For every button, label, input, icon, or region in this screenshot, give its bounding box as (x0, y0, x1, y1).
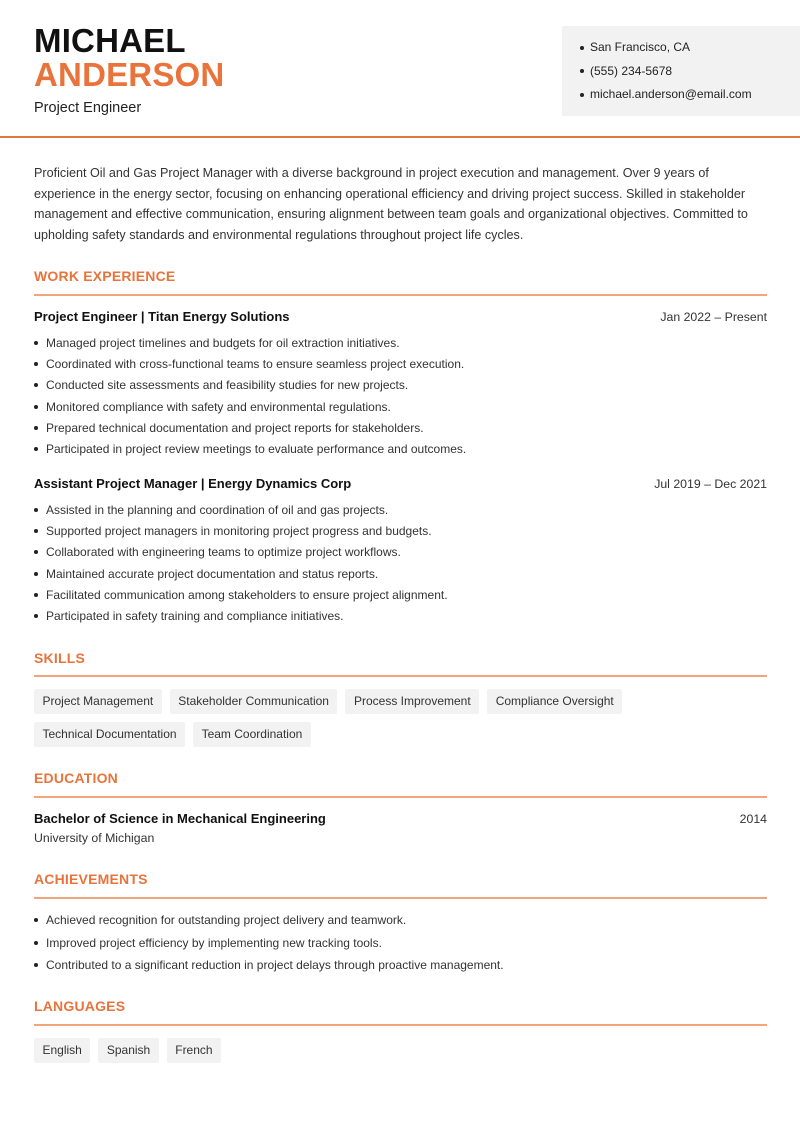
degree: Bachelor of Science in Mechanical Engineering (34, 811, 326, 826)
school-name: University of Michigan (34, 831, 155, 845)
list-item (34, 542, 448, 563)
bullet-icon (34, 572, 38, 576)
bullet-icon (34, 550, 38, 554)
job-dates: Jan 2022 – Present (660, 310, 767, 324)
resume-header (0, 0, 800, 138)
list-item (34, 396, 466, 417)
email-text: michael.anderson@email.com (590, 87, 752, 102)
summary-paragraph: Proficient Oil and Gas Project Manager with a diverse background in project execution and management. Over 9 years of experience in the energy sector, focusing on enhancing operational efficiency and driving project success. Skilled in stakeholder management and effective communication, ensuring alignment between team goals and organizational objectives. Committed to upholding safety standards and environmental regulations throughout project life cycles. (34, 166, 748, 243)
language-tag: English (34, 1038, 90, 1063)
bullet-text: Improved project efficiency by implementing new tracking tools. (46, 935, 382, 950)
bullet-icon (34, 593, 38, 597)
bullet-icon (34, 614, 38, 618)
list-item (34, 954, 504, 977)
bullet-icon (34, 447, 38, 451)
list-item (34, 438, 466, 459)
contact-email (580, 83, 800, 107)
job-header (34, 309, 767, 324)
skills-list (34, 689, 767, 747)
section-divider (34, 294, 767, 296)
phone-text: (555) 234-5678 (590, 63, 673, 78)
section-title-languages: LANGUAGES (34, 998, 126, 1014)
section-title-achievements: ACHIEVEMENTS (34, 871, 148, 887)
list-item (34, 563, 448, 584)
bullet-text: Contributed to a significant reduction in project delays through proactive management. (46, 958, 504, 973)
list-item (34, 909, 504, 932)
location-text: San Francisco, CA (590, 40, 691, 55)
list-item (34, 353, 466, 374)
bullet-icon (34, 341, 38, 345)
bullet-text: Maintained accurate project documentation and status reports. (46, 566, 379, 581)
skill-tag: Stakeholder Communication (170, 689, 338, 714)
bullet-text: Collaborated with engineering teams to optimize project workflows. (46, 545, 401, 560)
list-item (34, 584, 448, 605)
first-name: MICHAEL (34, 22, 186, 59)
bullet-icon (34, 529, 38, 533)
list-item (34, 332, 466, 353)
section-divider (34, 675, 767, 677)
bullet-text: Monitored compliance with safety and environmental regulations. (46, 399, 391, 414)
bullet-text: Participated in safety training and compliance initiatives. (46, 609, 344, 624)
bullet-text: Assisted in the planning and coordination of oil and gas projects. (46, 502, 389, 517)
bullet-text: Participated in project review meetings to evaluate performance and outcomes. (46, 442, 467, 457)
education-header (34, 811, 767, 826)
contact-location (580, 36, 800, 60)
list-item (34, 605, 448, 626)
language-tag: French (167, 1038, 221, 1063)
bullet-icon (580, 93, 584, 97)
list-item (34, 417, 466, 438)
bullet-icon (34, 508, 38, 512)
bullet-icon (580, 69, 584, 73)
skill-tag: Technical Documentation (34, 722, 185, 747)
bullet-text: Coordinated with cross-functional teams to ensure seamless project execution. (46, 356, 465, 371)
bullet-text: Managed project timelines and budgets for oil extraction initiatives. (46, 335, 400, 350)
section-title-education: EDUCATION (34, 770, 118, 786)
section-divider (34, 897, 767, 899)
section-divider (34, 796, 767, 798)
bullet-icon (34, 405, 38, 409)
job-role: Assistant Project Manager | Energy Dynamics Corp (34, 476, 352, 491)
languages-list (34, 1038, 767, 1063)
bullet-icon (580, 46, 584, 50)
bullet-text: Supported project managers in monitoring project progress and budgets. (46, 523, 432, 538)
language-tag: Spanish (98, 1038, 158, 1063)
list-item (34, 375, 466, 396)
contact-box (562, 26, 800, 116)
list-item (34, 520, 448, 541)
bullet-icon (34, 941, 38, 945)
graduation-year: 2014 (739, 812, 767, 826)
contact-phone (580, 60, 800, 84)
section-title-skills: SKILLS (34, 650, 85, 666)
skill-tag: Team Coordination (193, 722, 311, 747)
job-dates: Jul 2019 – Dec 2021 (654, 477, 767, 491)
skill-tag: Compliance Oversight (487, 689, 622, 714)
bullet-icon (34, 963, 38, 967)
job-bullets (34, 332, 466, 460)
job-bullets (34, 499, 448, 627)
section-divider (34, 1024, 767, 1026)
job-role: Project Engineer | Titan Energy Solutions (34, 309, 290, 324)
bullet-text: Prepared technical documentation and project reports for stakeholders. (46, 420, 424, 435)
bullet-text: Achieved recognition for outstanding project delivery and teamwork. (46, 913, 407, 928)
job-header (34, 476, 767, 491)
last-name: ANDERSON (34, 56, 225, 93)
skill-tag: Project Management (34, 689, 162, 714)
list-item (34, 499, 448, 520)
achievements-list (34, 909, 504, 977)
bullet-text: Facilitated communication among stakeholders to ensure project alignment. (46, 587, 448, 602)
bullet-icon (34, 918, 38, 922)
bullet-text: Conducted site assessments and feasibility studies for new projects. (46, 378, 409, 393)
bullet-icon (34, 426, 38, 430)
skill-tag: Process Improvement (345, 689, 479, 714)
bullet-icon (34, 362, 38, 366)
list-item (34, 932, 504, 955)
job-title: Project Engineer (34, 100, 142, 116)
bullet-icon (34, 383, 38, 387)
section-title-experience: WORK EXPERIENCE (34, 268, 176, 284)
